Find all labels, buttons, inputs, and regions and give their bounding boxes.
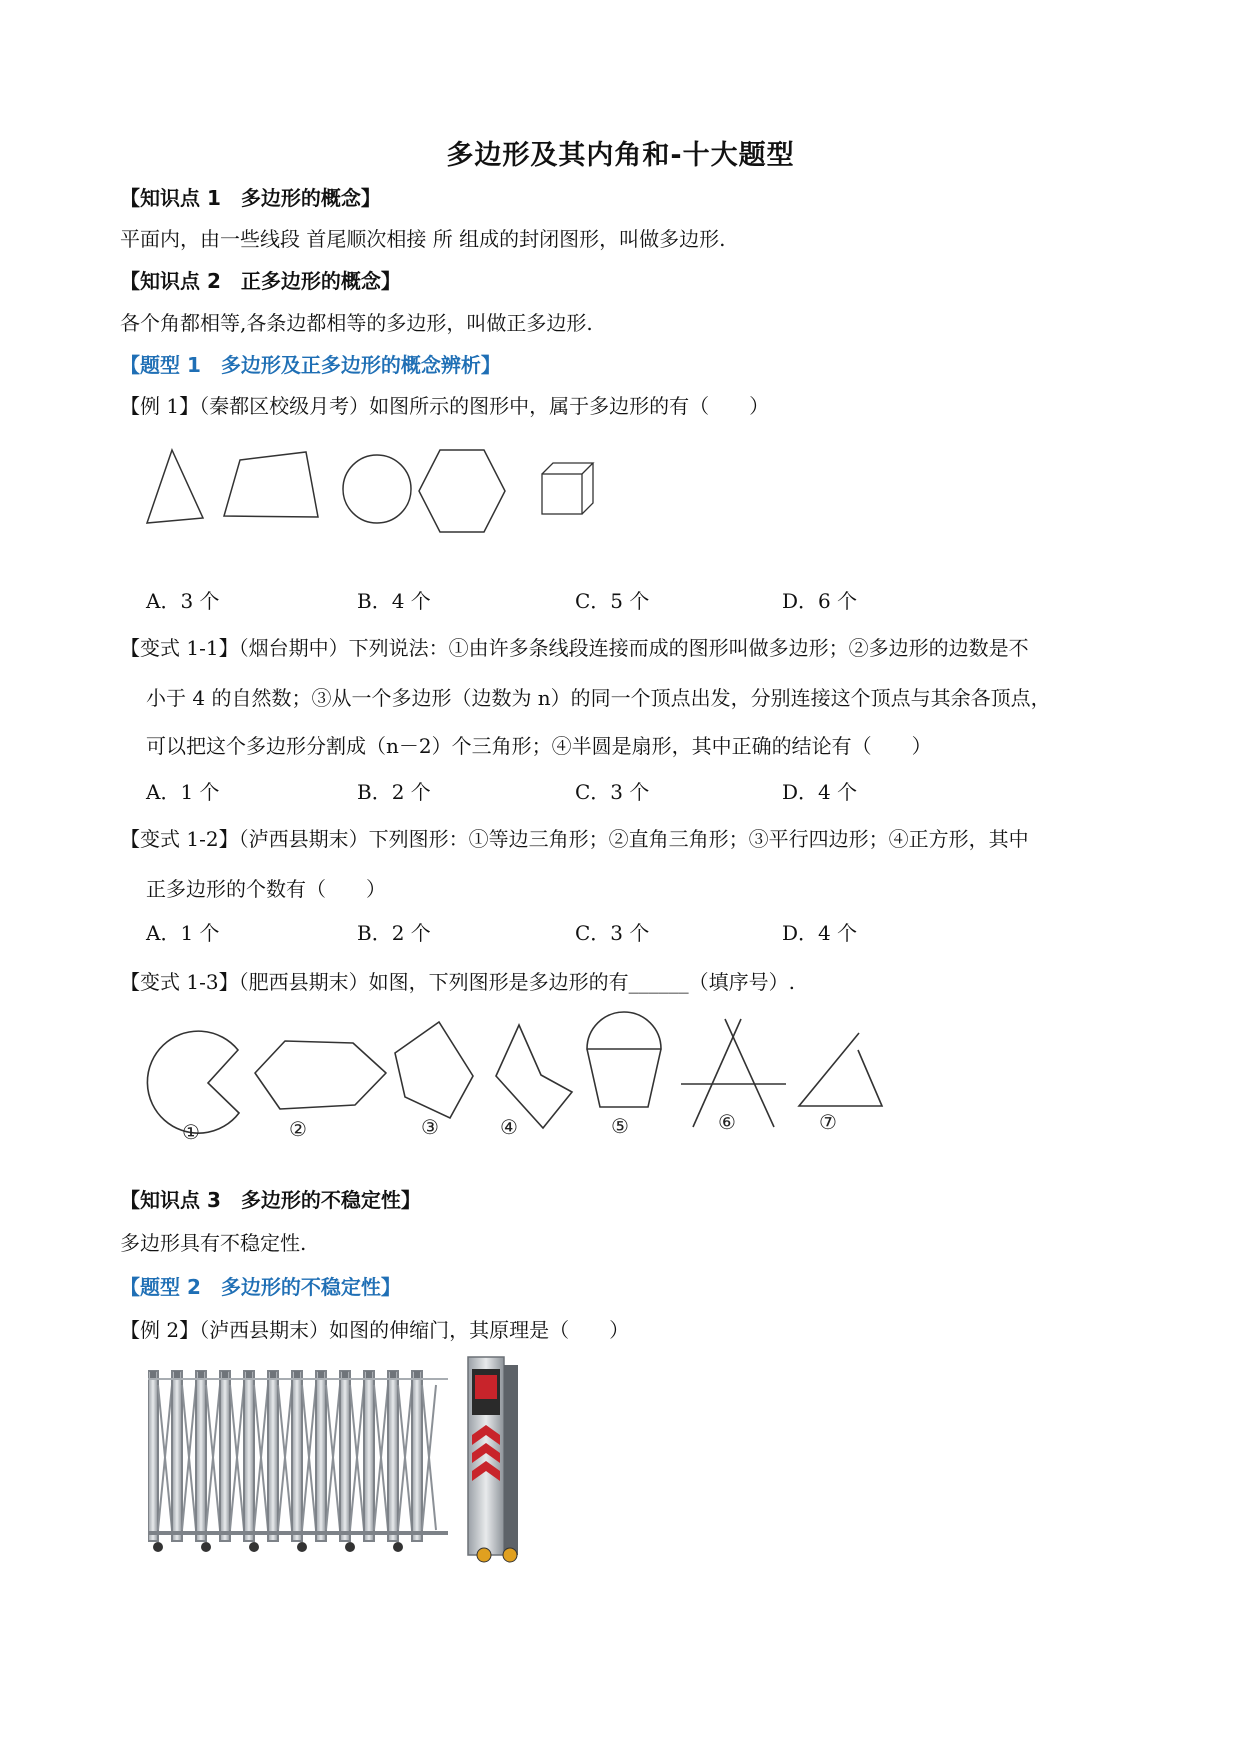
circle-figure bbox=[343, 455, 411, 523]
cube-figure bbox=[542, 463, 593, 514]
variant-1-2-option-b: B．2 个 bbox=[357, 921, 431, 945]
variant-1-1-line-1: 【变式 1-1】（烟台期中）下列说法：①由许多条线段连接而成的图形叫做多边形；②多边形的边数是不 bbox=[120, 636, 1029, 660]
variant-1-2-option-a: A．1 个 bbox=[146, 921, 220, 945]
open-triangle-figure bbox=[799, 1033, 882, 1106]
hexagon-figure bbox=[419, 450, 505, 532]
pacman-figure bbox=[147, 1031, 239, 1133]
variant-1-3-figures bbox=[140, 1005, 900, 1165]
concave-figure bbox=[496, 1025, 572, 1128]
figure-label-5: ⑤ bbox=[611, 1114, 629, 1138]
figure-label-6: ⑥ bbox=[718, 1110, 736, 1134]
variant-1-1-option-a: A．1 个 bbox=[146, 780, 220, 804]
knowledge-point-1-heading: 【知识点 1 多边形的概念】 bbox=[120, 186, 381, 210]
variant-1-1-option-d: D．4 个 bbox=[782, 780, 858, 804]
rounded-figure bbox=[255, 1041, 386, 1109]
triangle-figure bbox=[147, 450, 203, 523]
pentagon-figure bbox=[395, 1022, 473, 1118]
knowledge-point-3-heading: 【知识点 3 多边形的不稳定性】 bbox=[120, 1188, 421, 1212]
figure-label-7: ⑦ bbox=[819, 1110, 837, 1134]
gate-wheels bbox=[153, 1542, 403, 1552]
bucket-figure bbox=[587, 1012, 661, 1107]
question-type-1-heading: 【题型 1 多边形及正多边形的概念辨析】 bbox=[120, 353, 501, 377]
gate-head-unit bbox=[468, 1357, 518, 1562]
example-1-stem: 【例 1】（秦都区校级月考）如图所示的图形中，属于多边形的有（ ） bbox=[120, 394, 770, 418]
variant-1-3-stem: 【变式 1-3】（肥西县期末）如图，下列图形是多边形的有______（填序号）. bbox=[120, 970, 795, 994]
example-1-option-b: B．4 个 bbox=[357, 589, 431, 613]
example-1-option-d: D．6 个 bbox=[782, 589, 858, 613]
page-title: 多边形及其内角和-十大题型 bbox=[446, 140, 795, 171]
variant-1-1-option-c: C．3 个 bbox=[575, 780, 650, 804]
example-2-stem: 【例 2】（泸西县期末）如图的伸缩门，其原理是（ ） bbox=[120, 1318, 630, 1342]
figure-label-1: ① bbox=[182, 1120, 200, 1144]
gate-lattice bbox=[148, 1371, 448, 1541]
figure-label-4: ④ bbox=[500, 1115, 518, 1139]
example-1-option-c: C．5 个 bbox=[575, 589, 650, 613]
question-type-2-heading: 【题型 2 多边形的不稳定性】 bbox=[120, 1275, 401, 1299]
example-1-figures bbox=[140, 440, 610, 540]
knowledge-point-3-text: 多边形具有不稳定性. bbox=[120, 1231, 307, 1255]
variant-1-1-line-3: 可以把这个多边形分割成（n－2）个三角形；④半圆是扇形，其中正确的结论有（ ） bbox=[146, 734, 932, 758]
example-1-option-a: A．3 个 bbox=[146, 589, 220, 613]
variant-1-2-option-c: C．3 个 bbox=[575, 921, 650, 945]
knowledge-point-2-heading: 【知识点 2 正多边形的概念】 bbox=[120, 269, 401, 293]
knowledge-point-2-text: 各个角都相等,各条边都相等的多边形，叫做正多边形. bbox=[120, 311, 593, 335]
quadrilateral-figure bbox=[224, 452, 318, 517]
variant-1-1-option-b: B．2 个 bbox=[357, 780, 431, 804]
figure-label-2: ② bbox=[289, 1117, 307, 1141]
telescopic-gate-image bbox=[148, 1355, 528, 1565]
knowledge-point-1-text: 平面内，由一些线段 首尾顺次相接 所 组成的封闭图形，叫做多边形. bbox=[120, 227, 726, 251]
variant-1-2-option-d: D．4 个 bbox=[782, 921, 858, 945]
figure-label-3: ③ bbox=[421, 1115, 439, 1139]
variant-1-1-line-2: 小于 4 的自然数；③从一个多边形（边数为 n）的同一个顶点出发，分别连接这个顶点与其余各顶点， bbox=[146, 686, 1051, 710]
variant-1-2-line-2: 正多边形的个数有（ ） bbox=[146, 877, 386, 901]
variant-1-2-line-1: 【变式 1-2】（泸西县期末）下列图形：①等边三角形；②直角三角形；③平行四边形；④正方形，其中 bbox=[120, 827, 1029, 851]
